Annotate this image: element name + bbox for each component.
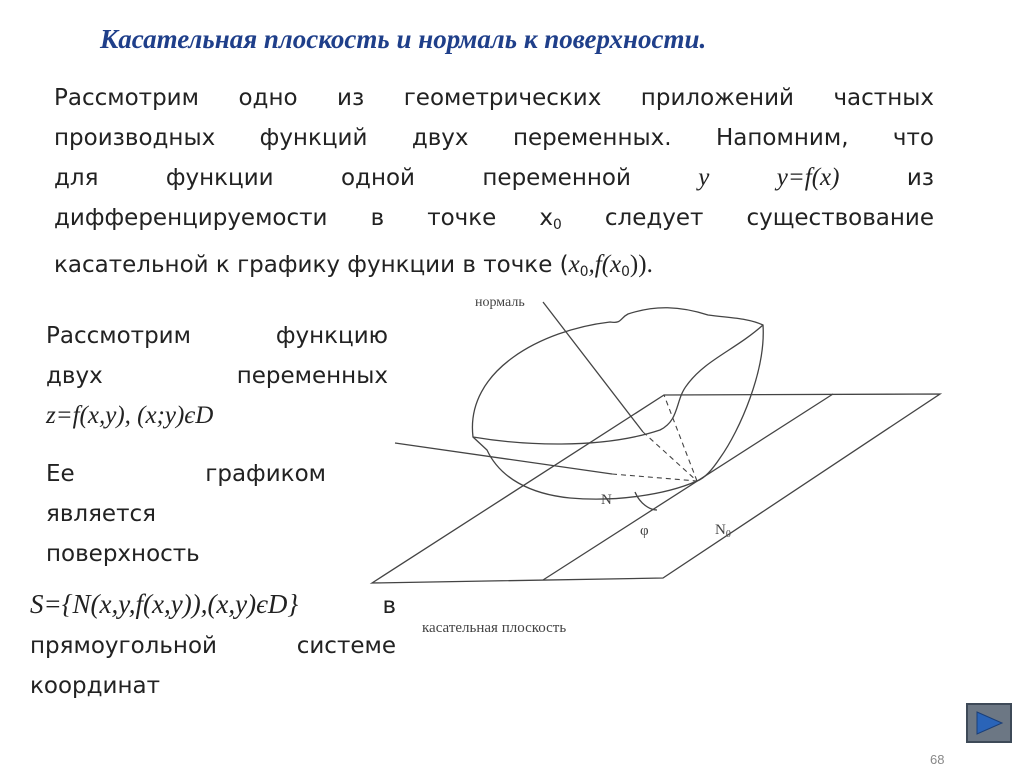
tangent-plane-diagram <box>360 280 960 640</box>
tangent-plane-outline <box>372 394 940 583</box>
plane-inner-line <box>543 394 833 580</box>
angle-label: φ <box>640 523 649 539</box>
intro-line-1: Рассмотрим одно из геометрических приложений частных <box>54 85 934 111</box>
surface-outline <box>472 308 763 499</box>
normal-label: нормаль <box>475 295 525 310</box>
function-formula: y=f(x) <box>776 164 840 191</box>
graph-paragraph: Ее графиком является поверхность <box>46 461 326 567</box>
intro-line-5: касательной к графику функции в точке $(x_0,f(x_0))$. <box>54 251 653 281</box>
normal-line-upper <box>543 302 643 432</box>
next-slide-button[interactable] <box>966 703 1012 743</box>
function-definition: z=f(x,y), (x;y)єD <box>46 402 214 429</box>
tangent-plane-label: касательная плоскость <box>422 620 567 636</box>
slide-title: Касательная плоскость и нормаль к поверхности. <box>100 24 707 54</box>
intro-line-4: дифференцируемости в точке $х_0$ следует существование <box>54 205 934 234</box>
normal-line-hidden <box>643 432 697 481</box>
point-n-label: N <box>601 492 612 508</box>
play-arrow-icon <box>974 710 1004 736</box>
intro-line-3: для функции одной переменной y y=f(x) из <box>54 164 935 191</box>
tangent-line-hidden <box>612 474 697 481</box>
intro-line-2: производных функций двух переменных. Напомним, что <box>54 125 934 151</box>
surface-paragraph: S={N(x,y,f(x,y)),(x,y)єD} в прямоугольной системе координат <box>30 589 396 699</box>
surface-rim <box>473 325 763 444</box>
point-n0-label: $N_0$ <box>715 522 731 540</box>
intro-paragraph <box>54 78 934 292</box>
plane-hidden-edge <box>664 395 697 481</box>
surface-definition: S={N(x,y,f(x,y)),(x,y)єD} <box>30 589 299 619</box>
function-paragraph: Рассмотрим функцию двух переменных z=f(x,y), (x;y)єD <box>46 316 388 436</box>
page-number: 68 <box>930 752 945 767</box>
secant-line <box>395 443 612 474</box>
